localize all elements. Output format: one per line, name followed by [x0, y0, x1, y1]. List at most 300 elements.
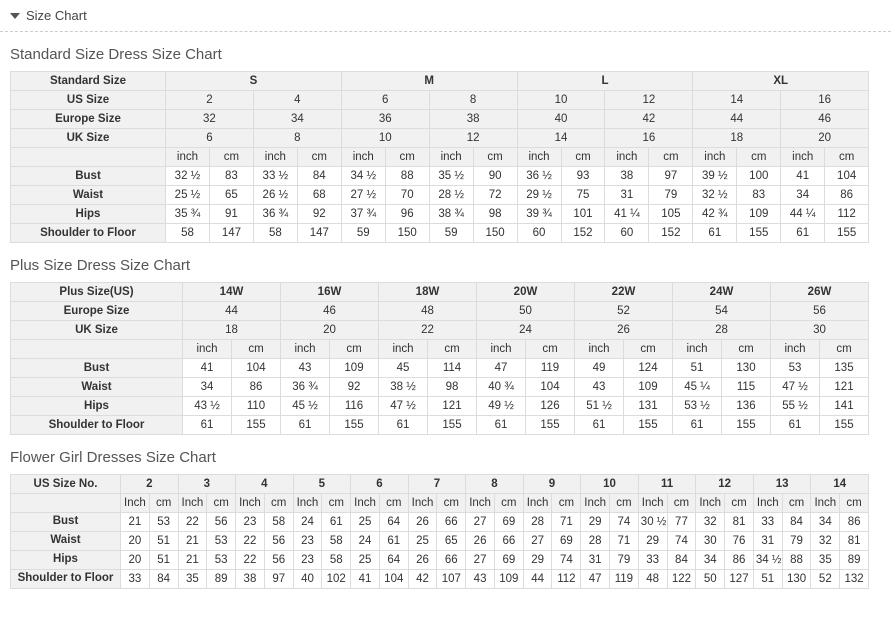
size-group-cell: 8	[466, 475, 524, 494]
table-cell: 110	[232, 397, 281, 416]
table-cell: 36	[341, 110, 429, 129]
table-cell: 20	[781, 129, 869, 148]
table-cell: 122	[667, 570, 696, 589]
table-cell: 131	[624, 397, 673, 416]
table-cell: 8	[429, 91, 517, 110]
table-cell: 75	[561, 186, 605, 205]
table-cell: 38 ¾	[429, 205, 473, 224]
table-cell: 29 ½	[517, 186, 561, 205]
table-cell: 35 ½	[429, 167, 473, 186]
unit-cell: cm	[264, 494, 293, 513]
table-row	[11, 532, 869, 551]
table-cell: 34	[781, 186, 825, 205]
table-cell: 141	[820, 397, 869, 416]
table-cell: 36 ¾	[253, 205, 297, 224]
table-cell: 61	[379, 532, 408, 551]
table-cell: 69	[552, 532, 581, 551]
table-cell: 56	[264, 551, 293, 570]
size-group-cell: 13	[753, 475, 811, 494]
unit-cell: cm	[526, 340, 575, 359]
table-cell: 147	[209, 224, 253, 243]
table-cell: 14	[693, 91, 781, 110]
table-cell: 53	[207, 532, 236, 551]
unit-row-label	[11, 494, 121, 513]
table-cell: 28 ½	[429, 186, 473, 205]
table-cell: 61	[673, 416, 722, 435]
row-label: Hips	[11, 551, 121, 570]
page-title-plus: Plus Size Dress Size Chart	[10, 257, 191, 274]
table-cell: 69	[494, 513, 523, 532]
table-cell: 98	[473, 205, 517, 224]
table-cell: 152	[561, 224, 605, 243]
table-cell: 83	[737, 186, 781, 205]
table-cell: 21	[178, 551, 207, 570]
table-cell: 135	[820, 359, 869, 378]
table-cell: 66	[494, 532, 523, 551]
table-cell: 84	[149, 570, 178, 589]
size-group-cell: 5	[293, 475, 351, 494]
table-cell: 16	[781, 91, 869, 110]
header-label-cell: US Size No.	[11, 475, 121, 494]
table-cell: 65	[437, 532, 466, 551]
table-cell: 35 ¾	[166, 205, 210, 224]
table-cell: 56	[264, 532, 293, 551]
table-row	[11, 570, 869, 589]
table-cell: 61	[379, 416, 428, 435]
table-cell: 45 ½	[281, 397, 330, 416]
unit-row	[11, 340, 869, 359]
table-cell: 51	[753, 570, 782, 589]
table-cell: 24	[477, 321, 575, 340]
unit-cell: inch	[281, 340, 330, 359]
table-cell: 88	[782, 551, 811, 570]
table-cell: 41	[183, 359, 232, 378]
table-cell: 97	[649, 167, 693, 186]
table-cell: 21	[121, 513, 150, 532]
row-label: UK Size	[11, 129, 166, 148]
size-group-cell: XL	[693, 72, 869, 91]
table-cell: 40	[293, 570, 322, 589]
table-cell: 155	[232, 416, 281, 435]
table-cell: 23	[293, 532, 322, 551]
table-row	[11, 416, 869, 435]
table-cell: 88	[385, 167, 429, 186]
unit-row	[11, 148, 869, 167]
table-cell: 116	[330, 397, 379, 416]
table-cell: 47 ½	[379, 397, 428, 416]
table-cell: 121	[820, 378, 869, 397]
table-cell: 44	[523, 570, 552, 589]
table-row	[11, 302, 869, 321]
table-cell: 58	[264, 513, 293, 532]
table-cell: 126	[526, 397, 575, 416]
table-cell: 24	[293, 513, 322, 532]
header-label-cell: Standard Size	[11, 72, 166, 91]
standard-size-table	[10, 71, 869, 243]
table-cell: 68	[297, 186, 341, 205]
table-cell: 31	[581, 551, 610, 570]
unit-cell: Inch	[351, 494, 380, 513]
table-cell: 74	[552, 551, 581, 570]
table-cell: 74	[610, 513, 639, 532]
table-cell: 71	[610, 532, 639, 551]
table-cell: 155	[624, 416, 673, 435]
table-cell: 26 ½	[253, 186, 297, 205]
table-cell: 93	[561, 167, 605, 186]
table-cell: 109	[494, 570, 523, 589]
table-cell: 53	[771, 359, 820, 378]
table-header-row	[11, 475, 869, 494]
table-cell: 26	[575, 321, 673, 340]
table-row	[11, 224, 869, 243]
table-cell: 104	[825, 167, 869, 186]
table-cell: 76	[725, 532, 754, 551]
table-row	[11, 359, 869, 378]
table-cell: 32	[166, 110, 254, 129]
table-cell: 121	[428, 397, 477, 416]
size-group-cell: 16W	[281, 283, 379, 302]
table-cell: 38	[605, 167, 649, 186]
page-title-flowergirl: Flower Girl Dresses Size Chart	[10, 449, 216, 466]
table-cell: 31	[753, 532, 782, 551]
row-label: Waist	[11, 378, 183, 397]
table-row	[11, 91, 869, 110]
table-cell: 53	[207, 551, 236, 570]
table-cell: 155	[526, 416, 575, 435]
table-cell: 51	[673, 359, 722, 378]
table-cell: 38	[236, 570, 265, 589]
table-row	[11, 551, 869, 570]
table-cell: 86	[232, 378, 281, 397]
table-cell: 24	[351, 532, 380, 551]
table-cell: 32 ½	[693, 186, 737, 205]
table-cell: 58	[166, 224, 210, 243]
table-cell: 42	[408, 570, 437, 589]
unit-cell: cm	[624, 340, 673, 359]
table-cell: 86	[825, 186, 869, 205]
table-cell: 53 ½	[673, 397, 722, 416]
table-cell: 25	[351, 551, 380, 570]
table-cell: 33	[121, 570, 150, 589]
unit-cell: inch	[253, 148, 297, 167]
table-cell: 56	[207, 513, 236, 532]
size-group-cell: 3	[178, 475, 236, 494]
table-cell: 20	[281, 321, 379, 340]
table-cell: 150	[473, 224, 517, 243]
size-group-cell: 22W	[575, 283, 673, 302]
unit-cell: inch	[575, 340, 624, 359]
table-row	[11, 513, 869, 532]
table-cell: 51 ½	[575, 397, 624, 416]
table-cell: 61	[781, 224, 825, 243]
unit-cell: cm	[782, 494, 811, 513]
unit-cell: inch	[429, 148, 473, 167]
table-cell: 22	[236, 532, 265, 551]
table-cell: 79	[610, 551, 639, 570]
unit-cell: cm	[840, 494, 869, 513]
unit-cell: cm	[725, 494, 754, 513]
table-cell: 52	[575, 302, 673, 321]
table-cell: 112	[552, 570, 581, 589]
table-cell: 152	[649, 224, 693, 243]
row-label: Europe Size	[11, 110, 166, 129]
table-cell: 25	[351, 513, 380, 532]
table-cell: 27	[523, 532, 552, 551]
table-cell: 58	[322, 551, 351, 570]
table-cell: 45 ¼	[673, 378, 722, 397]
size-group-cell: 14W	[183, 283, 281, 302]
table-cell: 49	[575, 359, 624, 378]
table-cell: 34	[811, 513, 840, 532]
table-cell: 18	[693, 129, 781, 148]
table-cell: 102	[322, 570, 351, 589]
table-cell: 27 ½	[341, 186, 385, 205]
table-cell: 25 ½	[166, 186, 210, 205]
table-row	[11, 205, 869, 224]
table-cell: 66	[437, 513, 466, 532]
table-cell: 109	[624, 378, 673, 397]
table-cell: 61	[183, 416, 232, 435]
standard-size-table-wrap	[0, 71, 891, 243]
size-group-cell: 7	[408, 475, 466, 494]
table-cell: 112	[825, 205, 869, 224]
table-cell: 61	[693, 224, 737, 243]
unit-cell: inch	[166, 148, 210, 167]
table-cell: 46	[281, 302, 379, 321]
row-label: UK Size	[11, 321, 183, 340]
table-cell: 39 ½	[693, 167, 737, 186]
size-group-cell: L	[517, 72, 693, 91]
table-cell: 33	[638, 551, 667, 570]
table-row	[11, 321, 869, 340]
table-cell: 51	[149, 532, 178, 551]
unit-cell: inch	[183, 340, 232, 359]
table-cell: 77	[667, 513, 696, 532]
table-cell: 27	[466, 551, 495, 570]
table-cell: 38 ½	[379, 378, 428, 397]
table-cell: 43	[575, 378, 624, 397]
table-cell: 25	[408, 532, 437, 551]
table-cell: 84	[667, 551, 696, 570]
table-cell: 29	[638, 532, 667, 551]
unit-cell: cm	[322, 494, 351, 513]
table-cell: 136	[722, 397, 771, 416]
unit-cell: Inch	[236, 494, 265, 513]
table-cell: 34	[253, 110, 341, 129]
unit-cell: cm	[552, 494, 581, 513]
table-cell: 41 ¼	[605, 205, 649, 224]
table-cell: 29	[523, 551, 552, 570]
table-cell: 155	[330, 416, 379, 435]
unit-row-label	[11, 148, 166, 167]
table-cell: 79	[649, 186, 693, 205]
unit-cell: inch	[693, 148, 737, 167]
size-group-cell: 18W	[379, 283, 477, 302]
table-cell: 84	[782, 513, 811, 532]
table-cell: 130	[722, 359, 771, 378]
unit-cell: Inch	[753, 494, 782, 513]
table-cell: 23	[293, 551, 322, 570]
table-cell: 47 ½	[771, 378, 820, 397]
table-cell: 33 ½	[253, 167, 297, 186]
row-label: Waist	[11, 532, 121, 551]
table-cell: 32	[811, 532, 840, 551]
unit-cell: inch	[379, 340, 428, 359]
table-cell: 127	[725, 570, 754, 589]
table-cell: 26	[408, 551, 437, 570]
table-cell: 41	[781, 167, 825, 186]
table-cell: 43	[466, 570, 495, 589]
table-cell: 105	[649, 205, 693, 224]
table-cell: 48	[379, 302, 477, 321]
size-group-cell: 9	[523, 475, 581, 494]
unit-cell: cm	[737, 148, 781, 167]
unit-cell: cm	[385, 148, 429, 167]
table-cell: 28	[581, 532, 610, 551]
table-cell: 43 ½	[183, 397, 232, 416]
unit-cell: cm	[297, 148, 341, 167]
table-cell: 54	[673, 302, 771, 321]
unit-cell: Inch	[581, 494, 610, 513]
table-cell: 104	[232, 359, 281, 378]
table-cell: 61	[477, 416, 526, 435]
size-group-cell: 26W	[771, 283, 869, 302]
table-cell: 22	[178, 513, 207, 532]
unit-cell: cm	[207, 494, 236, 513]
table-cell: 101	[561, 205, 605, 224]
table-cell: 79	[782, 532, 811, 551]
table-cell: 27	[466, 513, 495, 532]
table-cell: 16	[605, 129, 693, 148]
table-cell: 33	[753, 513, 782, 532]
table-row	[11, 129, 869, 148]
table-cell: 90	[473, 167, 517, 186]
unit-cell: inch	[673, 340, 722, 359]
unit-cell: cm	[722, 340, 771, 359]
table-cell: 39 ¾	[517, 205, 561, 224]
table-cell: 65	[209, 186, 253, 205]
table-cell: 4	[253, 91, 341, 110]
table-cell: 26	[466, 532, 495, 551]
unit-cell: Inch	[811, 494, 840, 513]
table-cell: 100	[737, 167, 781, 186]
table-cell: 107	[437, 570, 466, 589]
table-cell: 22	[236, 551, 265, 570]
unit-cell: Inch	[523, 494, 552, 513]
table-cell: 50	[696, 570, 725, 589]
table-cell: 36 ¾	[281, 378, 330, 397]
table-cell: 132	[840, 570, 869, 589]
table-cell: 96	[385, 205, 429, 224]
size-chart-section-header[interactable]	[0, 0, 891, 32]
flowergirl-size-table-wrap	[0, 474, 891, 589]
unit-cell: cm	[209, 148, 253, 167]
caret-down-icon[interactable]	[10, 13, 20, 19]
table-cell: 34	[696, 551, 725, 570]
unit-cell: cm	[561, 148, 605, 167]
table-row	[11, 378, 869, 397]
table-cell: 20	[121, 551, 150, 570]
table-cell: 49 ½	[477, 397, 526, 416]
table-cell: 115	[722, 378, 771, 397]
table-cell: 124	[624, 359, 673, 378]
table-cell: 86	[840, 513, 869, 532]
table-cell: 6	[341, 91, 429, 110]
header-label-cell: Plus Size(US)	[11, 283, 183, 302]
table-cell: 104	[379, 570, 408, 589]
table-cell: 6	[166, 129, 254, 148]
table-cell: 71	[552, 513, 581, 532]
table-cell: 40	[517, 110, 605, 129]
table-cell: 104	[526, 378, 575, 397]
size-group-cell: 4	[236, 475, 294, 494]
table-cell: 28	[673, 321, 771, 340]
table-cell: 34	[183, 378, 232, 397]
table-cell: 12	[605, 91, 693, 110]
table-cell: 50	[477, 302, 575, 321]
table-cell: 58	[322, 532, 351, 551]
table-cell: 72	[473, 186, 517, 205]
page-title-standard: Standard Size Dress Size Chart	[10, 46, 222, 63]
table-cell: 47	[581, 570, 610, 589]
unit-cell: cm	[232, 340, 281, 359]
table-cell: 30	[771, 321, 869, 340]
size-group-cell: 14	[811, 475, 869, 494]
table-cell: 147	[297, 224, 341, 243]
table-header-row	[11, 283, 869, 302]
size-group-cell: 24W	[673, 283, 771, 302]
table-cell: 119	[610, 570, 639, 589]
table-cell: 32 ½	[166, 167, 210, 186]
table-cell: 10	[517, 91, 605, 110]
table-cell: 22	[379, 321, 477, 340]
table-cell: 150	[385, 224, 429, 243]
table-cell: 155	[820, 416, 869, 435]
table-cell: 92	[330, 378, 379, 397]
table-cell: 14	[517, 129, 605, 148]
table-cell: 61	[771, 416, 820, 435]
unit-cell: cm	[428, 340, 477, 359]
table-cell: 53	[149, 513, 178, 532]
table-cell: 56	[771, 302, 869, 321]
table-row	[11, 186, 869, 205]
unit-row	[11, 494, 869, 513]
table-cell: 66	[437, 551, 466, 570]
table-cell: 59	[341, 224, 385, 243]
unit-cell: cm	[149, 494, 178, 513]
row-label: Hips	[11, 397, 183, 416]
unit-cell: Inch	[408, 494, 437, 513]
table-cell: 92	[297, 205, 341, 224]
table-cell: 47	[477, 359, 526, 378]
table-cell: 34 ½	[341, 167, 385, 186]
table-cell: 91	[209, 205, 253, 224]
table-cell: 74	[667, 532, 696, 551]
unit-cell: cm	[825, 148, 869, 167]
row-label: Bust	[11, 513, 121, 532]
table-cell: 48	[638, 570, 667, 589]
unit-cell: cm	[473, 148, 517, 167]
table-cell: 35	[811, 551, 840, 570]
table-cell: 109	[330, 359, 379, 378]
table-cell: 89	[840, 551, 869, 570]
table-cell: 64	[379, 513, 408, 532]
table-cell: 59	[429, 224, 473, 243]
section-title: Size Chart	[26, 8, 87, 23]
unit-cell: Inch	[293, 494, 322, 513]
unit-cell: Inch	[696, 494, 725, 513]
row-label: Hips	[11, 205, 166, 224]
